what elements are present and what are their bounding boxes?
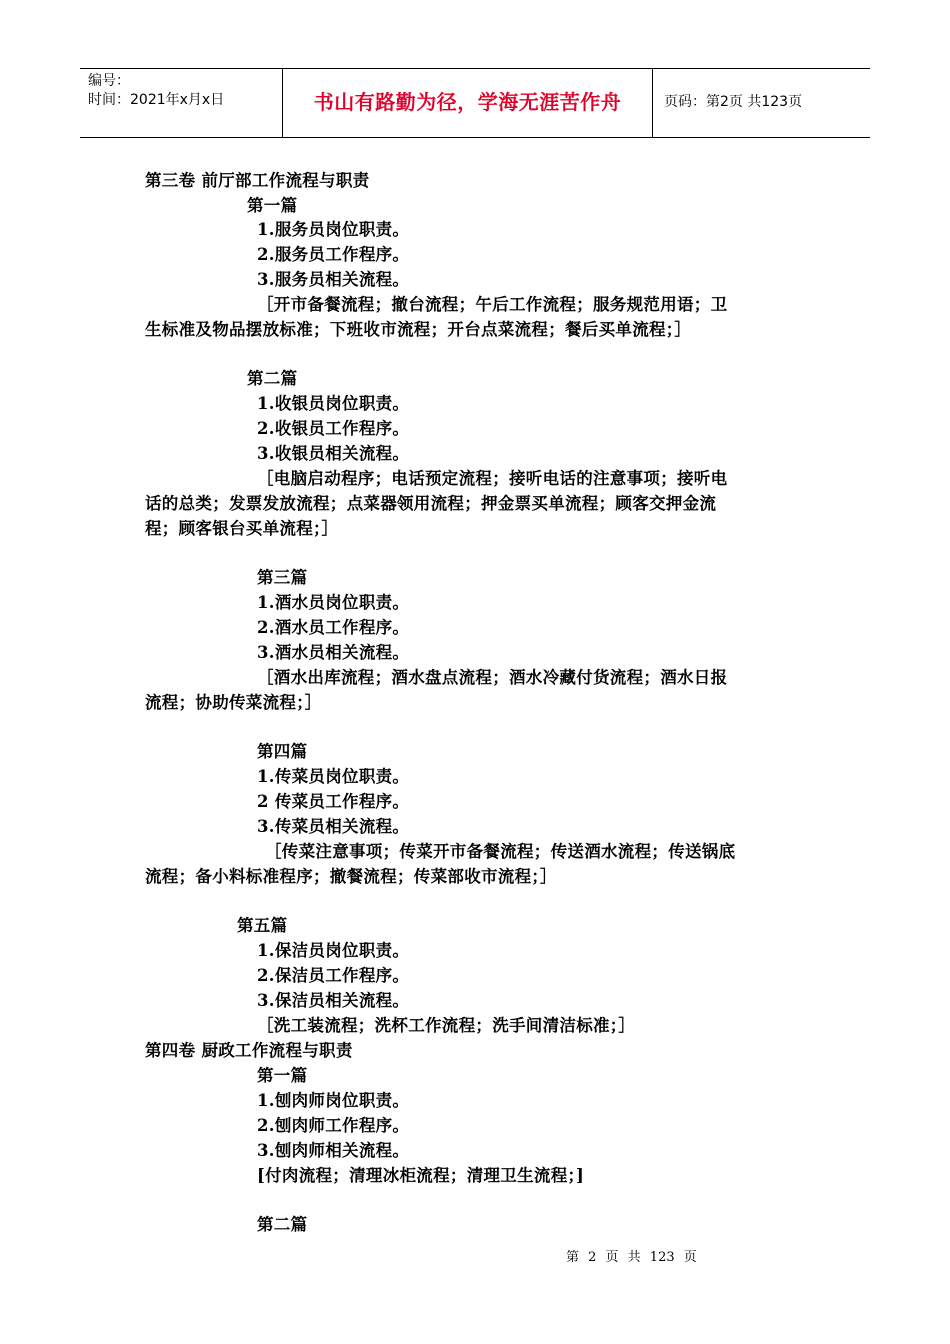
list-item: 1.保洁员岗位职责。: [257, 941, 410, 960]
header-page-info: 页码：第2页 共123页: [664, 94, 803, 110]
list-item: 1.服务员岗位职责。: [257, 220, 410, 239]
section-title: 第二篇: [247, 369, 298, 388]
section-title: 第三篇: [257, 568, 308, 587]
section-title: 第五篇: [237, 916, 288, 935]
volume-title: 第四卷 厨政工作流程与职责: [145, 1041, 353, 1060]
header-motto: 书山有路勤为径，学海无涯苦作舟: [313, 89, 622, 114]
list-item: 2 传菜员工作程序。: [257, 792, 410, 811]
list-item: 3.收银员相关流程。: [257, 444, 410, 463]
list-item: 1.刨肉师岗位职责。: [257, 1091, 410, 1110]
header-motto-cell: [282, 69, 653, 137]
list-item: 2.保洁员工作程序。: [257, 966, 410, 985]
process-list: ［酒水出库流程；酒水盘点流程；酒水冷藏付货流程；酒水日报: [257, 668, 728, 687]
process-list: 生标准及物品摆放标准；下班收市流程；开台点菜流程；餐后买单流程；］: [145, 320, 692, 339]
list-item: 2.酒水员工作程序。: [257, 618, 410, 637]
header-meta: [80, 69, 282, 137]
process-list: 流程；协助传菜流程；］: [145, 693, 322, 712]
document-number-label: 编号：: [88, 73, 130, 89]
section-title: 第四篇: [257, 742, 308, 761]
process-list: ［传菜注意事项；传菜开市备餐流程；传送酒水流程；传送锅底: [265, 842, 736, 861]
process-list: 话的总类；发票发放流程；点菜器领用流程；押金票买单流程；顾客交押金流: [145, 494, 717, 513]
process-list: [付肉流程；清理冰柜流程；清理卫生流程；]: [257, 1166, 585, 1185]
list-item: 1.酒水员岗位职责。: [257, 593, 410, 612]
list-item: 1.传菜员岗位职责。: [257, 767, 410, 786]
list-item: 2.刨肉师工作程序。: [257, 1116, 410, 1135]
list-item: 3.刨肉师相关流程。: [257, 1141, 410, 1160]
section-title: 第二篇: [257, 1215, 308, 1234]
list-item: 3.保洁员相关流程。: [257, 991, 410, 1010]
list-item: 2.服务员工作程序。: [257, 245, 410, 264]
page-footer: 第 2 页 共 123 页: [566, 1250, 697, 1265]
process-list: ［洗工装流程；洗杯工作流程；洗手间清洁标准；］: [257, 1016, 636, 1035]
process-list: 程；顾客银台买单流程；］: [145, 519, 339, 538]
list-item: 3.服务员相关流程。: [257, 270, 410, 289]
process-list: 流程；备小料标准程序；撤餐流程；传菜部收市流程；］: [145, 867, 557, 886]
section-title: 第一篇: [257, 1066, 308, 1085]
process-list: ［电脑启动程序；电话预定流程；接听电话的注意事项；接听电: [257, 469, 728, 488]
section-title: 第一篇: [247, 196, 298, 215]
volume-title: 第三卷 前厅部工作流程与职责: [145, 171, 370, 190]
list-item: 1.收银员岗位职责。: [257, 394, 410, 413]
list-item: 2.收银员工作程序。: [257, 419, 410, 438]
document-date-label: 时间：2021年x月x日: [88, 92, 225, 108]
process-list: ［开市备餐流程；撤台流程；午后工作流程；服务规范用语；卫: [257, 295, 728, 314]
page-header: [80, 68, 870, 138]
list-item: 3.传菜员相关流程。: [257, 817, 410, 836]
list-item: 3.酒水员相关流程。: [257, 643, 410, 662]
